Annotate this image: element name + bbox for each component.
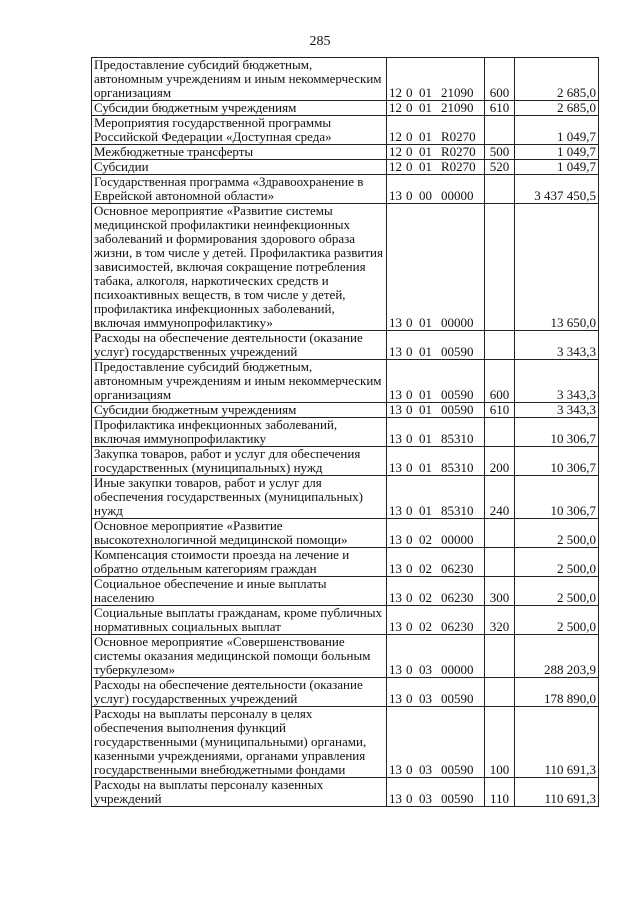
code-direction: 06230 [441,619,474,634]
table-row [92,548,599,577]
expense-name: Субсидии бюджетным учреждениям [92,403,387,418]
code-event: 02 [419,532,432,547]
code-direction: 00000 [441,532,474,547]
code-subprogram: 0 [406,188,413,203]
amount: 2 500,0 [515,548,599,577]
target-article-code [387,403,485,418]
expense-type-code [485,678,515,707]
expense-type-code: 320 [485,606,515,635]
code-program: 13 [389,590,402,605]
code-program: 13 [389,460,402,475]
code-program: 12 [389,85,402,100]
table-row [92,145,599,160]
target-article-code [387,548,485,577]
budget-table-body [92,58,599,807]
amount: 1 049,7 [515,160,599,175]
target-article-code [387,707,485,778]
code-subprogram: 0 [406,344,413,359]
amount: 178 890,0 [515,678,599,707]
expense-type-code: 110 [485,778,515,807]
amount: 1 049,7 [515,145,599,160]
code-subprogram: 0 [406,662,413,677]
code-program: 12 [389,159,402,174]
code-event: 02 [419,561,432,576]
code-direction: 00000 [441,188,474,203]
amount: 1 049,7 [515,116,599,145]
code-event: 01 [419,315,432,330]
amount: 2 500,0 [515,519,599,548]
table-row [92,175,599,204]
expense-type-code: 610 [485,403,515,418]
expense-name: Мероприятия государственной программы Российской Федерации «Доступная среда» [92,116,387,145]
expense-name: Расходы на выплаты персоналу казенных учреждений [92,778,387,807]
amount: 288 203,9 [515,635,599,678]
code-event: 01 [419,85,432,100]
target-article-code [387,778,485,807]
target-article-code [387,175,485,204]
code-event: 02 [419,590,432,605]
table-row [92,635,599,678]
amount: 10 306,7 [515,418,599,447]
expense-type-code [485,418,515,447]
table-row [92,519,599,548]
amount: 3 343,3 [515,403,599,418]
amount: 110 691,3 [515,778,599,807]
code-subprogram: 0 [406,85,413,100]
code-direction: 00590 [441,344,474,359]
target-article-code [387,447,485,476]
code-subprogram: 0 [406,762,413,777]
expense-type-code: 600 [485,58,515,101]
expense-name: Закупка товаров, работ и услуг для обеспечения государственных (муниципальных) нужд [92,447,387,476]
expense-type-code: 300 [485,577,515,606]
code-event: 01 [419,503,432,518]
expense-type-code [485,116,515,145]
table-row [92,778,599,807]
target-article-code [387,58,485,101]
expense-name: Расходы на обеспечение деятельности (оказание услуг) государственных учреждений [92,678,387,707]
code-direction: 21090 [441,85,474,100]
code-program: 13 [389,188,402,203]
code-event: 01 [419,129,432,144]
target-article-code [387,331,485,360]
code-direction: 00590 [441,402,474,417]
code-direction: 85310 [441,431,474,446]
page-number: 285 [309,34,331,49]
code-direction: 85310 [441,503,474,518]
table-row [92,707,599,778]
code-subprogram: 0 [406,431,413,446]
code-subprogram: 0 [406,315,413,330]
expense-type-code [485,548,515,577]
expense-name: Основное мероприятие «Совершенствование системы оказания медицинской помощи больным туберкулезом» [92,635,387,678]
code-event: 01 [419,431,432,446]
expense-type-code: 600 [485,360,515,403]
expense-name: Субсидии бюджетным учреждениям [92,101,387,116]
code-event: 01 [419,387,432,402]
expense-type-code [485,175,515,204]
code-direction: R0270 [441,129,476,144]
table-row [92,204,599,331]
code-subprogram: 0 [406,129,413,144]
target-article-code [387,476,485,519]
target-article-code [387,360,485,403]
amount: 3 343,3 [515,360,599,403]
code-event: 01 [419,100,432,115]
code-program: 13 [389,619,402,634]
code-subprogram: 0 [406,402,413,417]
table-row [92,418,599,447]
code-direction: 06230 [441,561,474,576]
code-direction: 00000 [441,315,474,330]
table-row [92,577,599,606]
amount: 2 685,0 [515,58,599,101]
code-event: 01 [419,402,432,417]
code-subprogram: 0 [406,590,413,605]
code-program: 13 [389,387,402,402]
target-article-code [387,204,485,331]
code-program: 13 [389,503,402,518]
code-subprogram: 0 [406,144,413,159]
table-row [92,331,599,360]
target-article-code [387,160,485,175]
code-program: 13 [389,344,402,359]
code-event: 02 [419,619,432,634]
code-event: 03 [419,662,432,677]
table-row [92,476,599,519]
expense-type-code: 500 [485,145,515,160]
budget-table [91,57,599,807]
code-event: 01 [419,344,432,359]
target-article-code [387,635,485,678]
expense-name: Расходы на обеспечение деятельности (оказание услуг) государственных учреждений [92,331,387,360]
code-program: 13 [389,561,402,576]
code-direction: R0270 [441,144,476,159]
code-subprogram: 0 [406,532,413,547]
code-subprogram: 0 [406,100,413,115]
code-subprogram: 0 [406,561,413,576]
code-program: 13 [389,315,402,330]
amount: 3 437 450,5 [515,175,599,204]
code-direction: R0270 [441,159,476,174]
table-row [92,447,599,476]
code-subprogram: 0 [406,619,413,634]
code-direction: 85310 [441,460,474,475]
expense-name: Иные закупки товаров, работ и услуг для обеспечения государственных (муниципальных) нужд [92,476,387,519]
amount: 10 306,7 [515,476,599,519]
expense-type-code [485,519,515,548]
code-event: 03 [419,762,432,777]
code-direction: 00590 [441,762,474,777]
expense-type-code [485,331,515,360]
code-direction: 06230 [441,590,474,605]
amount: 13 650,0 [515,204,599,331]
expense-type-code: 240 [485,476,515,519]
code-program: 13 [389,431,402,446]
amount: 110 691,3 [515,707,599,778]
code-subprogram: 0 [406,460,413,475]
amount: 10 306,7 [515,447,599,476]
code-event: 03 [419,791,432,806]
expense-name: Компенсация стоимости проезда на лечение и обратно отдельным категориям граждан [92,548,387,577]
code-program: 13 [389,532,402,547]
code-program: 12 [389,100,402,115]
code-subprogram: 0 [406,791,413,806]
table-row [92,678,599,707]
expense-name: Расходы на выплаты персоналу в целях обеспечения выполнения функций государственными (муниципальными) органами, казенными учреждениями, органами управления государственными внебюджетными фондами [92,707,387,778]
table-row [92,606,599,635]
code-program: 13 [389,762,402,777]
table-row [92,360,599,403]
target-article-code [387,418,485,447]
amount: 2 500,0 [515,577,599,606]
code-program: 13 [389,402,402,417]
target-article-code [387,678,485,707]
expense-type-code: 200 [485,447,515,476]
expense-type-code: 100 [485,707,515,778]
amount: 2 685,0 [515,101,599,116]
code-event: 01 [419,159,432,174]
code-direction: 00590 [441,691,474,706]
code-subprogram: 0 [406,159,413,174]
expense-type-code [485,204,515,331]
table-row [92,58,599,101]
expense-name: Предоставление субсидий бюджетным, автономным учреждениям и иным некоммерческим организациям [92,360,387,403]
expense-name: Государственная программа «Здравоохранение в Еврейской автономной области» [92,175,387,204]
target-article-code [387,577,485,606]
code-program: 12 [389,144,402,159]
expense-name: Межбюджетные трансферты [92,145,387,160]
expense-type-code: 520 [485,160,515,175]
target-article-code [387,101,485,116]
target-article-code [387,116,485,145]
code-subprogram: 0 [406,503,413,518]
code-program: 13 [389,691,402,706]
code-direction: 00590 [441,387,474,402]
target-article-code [387,145,485,160]
target-article-code [387,519,485,548]
code-event: 01 [419,460,432,475]
expense-name: Предоставление субсидий бюджетным, автономным учреждениям и иным некоммерческим организациям [92,58,387,101]
expense-name: Субсидии [92,160,387,175]
table-row [92,116,599,145]
code-program: 12 [389,129,402,144]
expense-type-code [485,635,515,678]
amount: 3 343,3 [515,331,599,360]
code-direction: 00000 [441,662,474,677]
amount: 2 500,0 [515,606,599,635]
expense-name: Основное мероприятие «Развитие высокотехнологичной медицинской помощи» [92,519,387,548]
expense-name: Основное мероприятие «Развитие системы медицинской профилактики неинфекционных заболеваний и формирования здорового образа жизни, в том числе у детей. Профилактика развития зависимостей, включая сокращение потребления табака, алкоголя, наркотических средств и психоактивных веществ, в том числе у детей, профилактика инфекционных заболеваний, включая иммунопрофилактику» [92,204,387,331]
target-article-code [387,606,485,635]
table-row [92,101,599,116]
code-subprogram: 0 [406,387,413,402]
code-subprogram: 0 [406,691,413,706]
expense-type-code: 610 [485,101,515,116]
code-event: 03 [419,691,432,706]
code-event: 00 [419,188,432,203]
table-row [92,160,599,175]
expense-name: Профилактика инфекционных заболеваний, включая иммунопрофилактику [92,418,387,447]
code-direction: 21090 [441,100,474,115]
code-direction: 00590 [441,791,474,806]
table-row [92,403,599,418]
code-program: 13 [389,662,402,677]
expense-name: Социальное обеспечение и иные выплаты населению [92,577,387,606]
code-program: 13 [389,791,402,806]
code-event: 01 [419,144,432,159]
expense-name: Социальные выплаты гражданам, кроме публичных нормативных социальных выплат [92,606,387,635]
